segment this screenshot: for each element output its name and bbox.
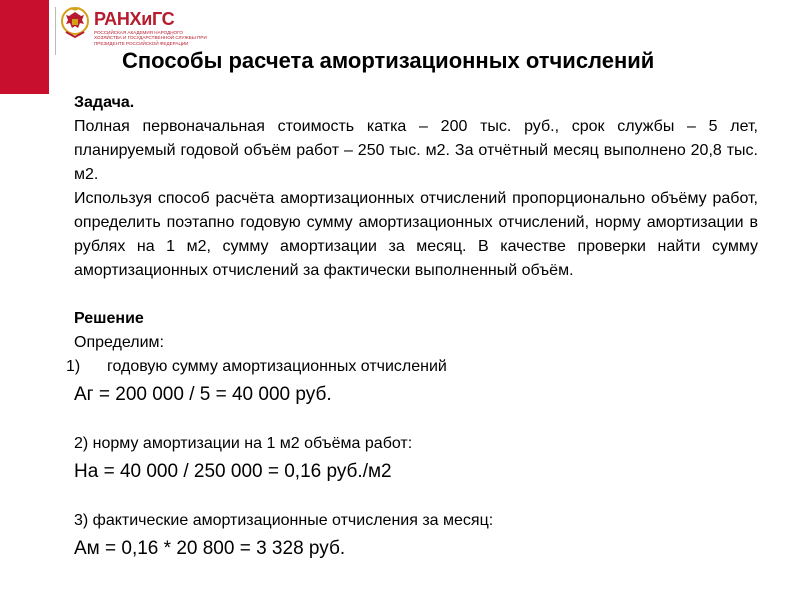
task-paragraph-1: Полная первоначальная стоимость катка – 200 тыс. руб., срок службы – 5 лет, планируемый годовой объём работ – 250 тыс. м2. За отчётный месяц выполнено 20,8 тыс. м2. bbox=[74, 118, 758, 183]
logo-brand-text: РАНХиГС bbox=[94, 9, 175, 29]
solution-heading: Решение bbox=[74, 310, 144, 327]
step-2-text: 2) норму амортизации на 1 м2 объёма работ: bbox=[74, 435, 413, 452]
ranepa-logo bbox=[60, 6, 210, 52]
step-3-text: 3) фактические амортизационные отчисления за месяц: bbox=[74, 512, 494, 529]
step-1-item bbox=[66, 355, 758, 379]
step-1-marker: 1) bbox=[66, 358, 81, 375]
step-1-text: годовую сумму амортизационных отчислений bbox=[107, 358, 447, 375]
step-1-formula: Аг = 200 000 / 5 = 40 000 руб. bbox=[74, 384, 332, 405]
task-heading: Задача. bbox=[74, 94, 135, 111]
double-headed-eagle-emblem-icon bbox=[60, 6, 90, 40]
task-paragraph-2: Используя способ расчёта амортизационных отчислений пропорционально объёму работ, определить поэтапно годовую сумму амортизационных отчислений, норму амортизации в рублях на 1 м2, сумму амортизации за месяц. В качестве проверки найти сумму амортизационных отчислений за фактически выполненный объём. bbox=[74, 190, 758, 279]
step-3-formula: Ам = 0,16 * 20 800 = 3 328 руб. bbox=[74, 538, 346, 559]
red-accent-bar bbox=[0, 0, 49, 94]
solution-intro: Определим: bbox=[74, 334, 164, 351]
slide-content bbox=[66, 91, 758, 562]
header-divider bbox=[55, 7, 56, 55]
slide-title: Способы расчета амортизационных отчислений bbox=[122, 48, 655, 73]
step-2-formula: На = 40 000 / 250 000 = 0,16 руб./м2 bbox=[74, 461, 392, 482]
logo-subtext: РОССИЙСКАЯ АКАДЕМИЯ НАРОДНОГО ХОЗЯЙСТВА И ГОСУДАРСТВЕННОЙ СЛУЖБЫ ПРИ ПРЕЗИДЕНТЕ РОССИЙСКОЙ ФЕДЕРАЦИИ bbox=[94, 30, 207, 46]
